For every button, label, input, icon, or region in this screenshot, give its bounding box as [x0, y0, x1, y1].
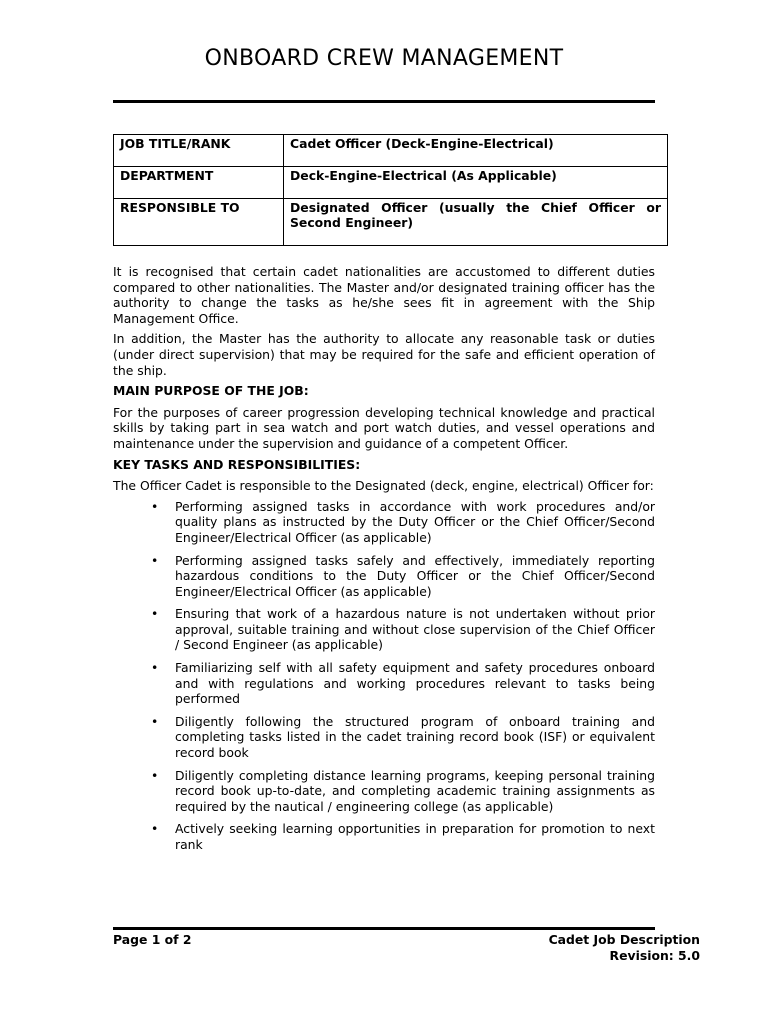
- task-text: Diligently completing distance learning programs, keeping personal training record book up-to-date, and completing academic training assignments as required by the nautical / engineering college (as applicable): [175, 767, 655, 814]
- job-info-table: [113, 134, 668, 246]
- job-title-value: Cadet Officer (Deck-Engine-Electrical): [284, 135, 668, 167]
- page-number: Page 1 of 2: [113, 932, 192, 947]
- list-item: [113, 768, 655, 815]
- purpose-heading: MAIN PURPOSE OF THE JOB:: [113, 383, 309, 399]
- task-text: Familiarizing self with all safety equipment and safety procedures onboard and with regulations and working procedures relevant to tasks being performed: [175, 660, 655, 707]
- revision-number: Revision: 5.0: [609, 948, 700, 963]
- bullet-icon: •: [151, 498, 159, 514]
- bullet-icon: •: [151, 552, 159, 568]
- footer-divider: [113, 927, 655, 930]
- bullet-icon: •: [151, 713, 159, 729]
- intro-paragraph: It is recognised that certain cadet nationalities are accustomed to different duties compared to other nationalities. The Master and/or designated training officer has the authority to change the tasks as he/she sees fit in agreement with the Ship Management Office.: [113, 264, 655, 326]
- footer-doc-info: [549, 932, 700, 964]
- list-item: [113, 553, 655, 600]
- department-value: Deck-Engine-Electrical (As Applicable): [284, 167, 668, 199]
- department-label: DEPARTMENT: [114, 167, 284, 199]
- responsible-to-label: RESPONSIBLE TO: [114, 199, 284, 246]
- page-title: ONBOARD CREW MANAGEMENT: [204, 46, 564, 71]
- table-row: [114, 135, 668, 167]
- tasks-heading: KEY TASKS AND RESPONSIBILITIES:: [113, 456, 361, 472]
- purpose-paragraph: For the purposes of career progression developing technical knowledge and practical skills by taking part in sea watch and port watch duties, and vessel operations and maintenance under the supervision and guidance of a competent Officer.: [113, 404, 655, 451]
- list-item: [113, 714, 655, 761]
- title-divider: [113, 100, 655, 103]
- list-item: [113, 660, 655, 707]
- intro-paragraph: In addition, the Master has the authority to allocate any reasonable task or duties (under direct supervision) that may be required for the safe and efficient operation of the ship.: [113, 331, 655, 378]
- table-row: [114, 199, 668, 246]
- bullet-icon: •: [151, 606, 159, 622]
- task-text: Actively seeking learning opportunities in preparation for promotion to next rank: [175, 821, 655, 852]
- task-text: Performing assigned tasks in accordance with work procedures and/or quality plans as instructed by the Duty Officer or the Chief Officer/Second Engineer/Electrical Officer (as applicable): [175, 498, 655, 545]
- responsible-to-value: Designated Officer (usually the Chief Officer or Second Engineer): [284, 199, 668, 246]
- job-title-label: JOB TITLE/RANK: [114, 135, 284, 167]
- bullet-icon: •: [151, 767, 159, 783]
- list-item: [113, 606, 655, 653]
- tasks-list: [113, 499, 655, 853]
- task-text: Ensuring that work of a hazardous nature is not undertaken without prior approval, suitable training and without close supervision of the Chief Officer / Second Engineer (as applicable): [175, 606, 655, 653]
- tasks-intro: The Officer Cadet is responsible to the Designated (deck, engine, electrical) Officer for:: [113, 478, 654, 494]
- task-text: Performing assigned tasks safely and effectively, immediately reporting hazardous conditions to the Duty Officer or the Chief Officer/Second Engineer/Electrical Officer (as applicable): [175, 552, 655, 599]
- task-text: Diligently following the structured program of onboard training and completing tasks listed in the cadet training record book (ISF) or equivalent record book: [175, 713, 655, 761]
- table-row: [114, 167, 668, 199]
- document-body: [113, 264, 655, 860]
- document-name: Cadet Job Description: [548, 932, 700, 947]
- list-item: [113, 821, 655, 852]
- bullet-icon: •: [151, 660, 159, 676]
- bullet-icon: •: [151, 821, 159, 837]
- list-item: [113, 499, 655, 546]
